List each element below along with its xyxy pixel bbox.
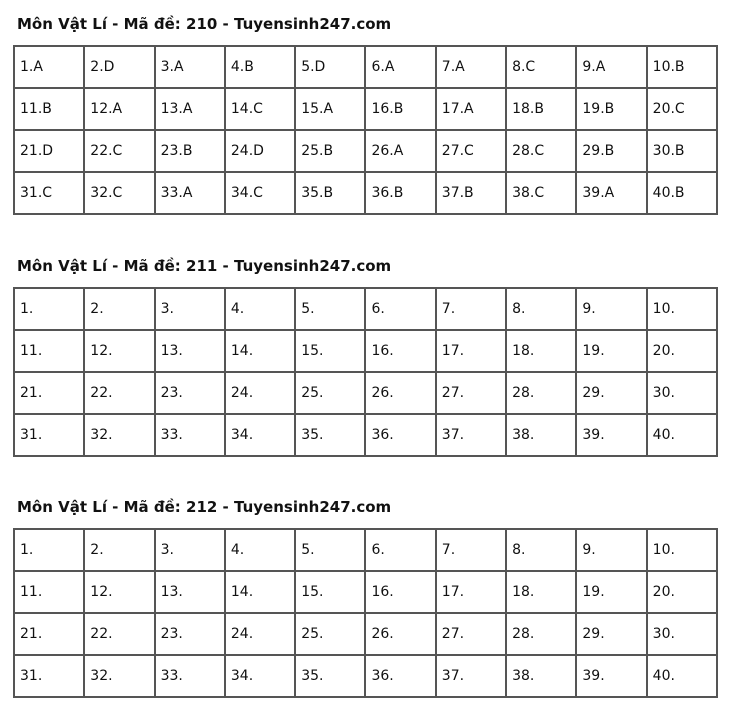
answer-cell: 11. [14, 571, 84, 613]
answer-cell: 21. [14, 613, 84, 655]
table-row [14, 571, 717, 613]
answer-cell: 7.A [436, 46, 506, 88]
table-row [14, 46, 717, 88]
answer-cell: 31. [14, 414, 84, 456]
answer-cell: 25. [295, 613, 365, 655]
answer-cell: 5. [295, 529, 365, 571]
answer-cell: 21.D [14, 130, 84, 172]
answer-table [13, 287, 718, 457]
answer-cell: 31.C [14, 172, 84, 214]
answer-cell: 15.A [295, 88, 365, 130]
answer-cell: 17. [436, 571, 506, 613]
section-title: Môn Vật Lí - Mã đề: 212 - Tuyensinh247.com [17, 498, 392, 516]
answer-cell: 39. [576, 655, 646, 697]
answer-cell: 16. [365, 571, 435, 613]
answer-cell: 1. [14, 529, 84, 571]
answer-cell: 24.D [225, 130, 295, 172]
answer-cell: 36. [365, 655, 435, 697]
answer-cell: 20.C [647, 88, 717, 130]
answer-table [13, 528, 718, 698]
answer-cell: 32. [84, 655, 154, 697]
table-row [14, 288, 717, 330]
answer-cell: 26. [365, 613, 435, 655]
table-row [14, 414, 717, 456]
answer-cell: 32. [84, 414, 154, 456]
answer-cell: 11. [14, 330, 84, 372]
answer-cell: 13.A [155, 88, 225, 130]
answer-cell: 8. [506, 529, 576, 571]
answer-cell: 9.A [576, 46, 646, 88]
answer-cell: 10. [647, 529, 717, 571]
answer-cell: 4.B [225, 46, 295, 88]
answer-cell: 18. [506, 330, 576, 372]
answer-cell: 40. [647, 414, 717, 456]
section-title: Môn Vật Lí - Mã đề: 210 - Tuyensinh247.com [17, 15, 392, 33]
answer-cell: 20. [647, 330, 717, 372]
answer-cell: 9. [576, 288, 646, 330]
answer-cell: 15. [295, 330, 365, 372]
table-row [14, 655, 717, 697]
answer-cell: 24. [225, 372, 295, 414]
answer-cell: 3.A [155, 46, 225, 88]
answer-cell: 13. [155, 571, 225, 613]
answer-cell: 38.C [506, 172, 576, 214]
answer-cell: 38. [506, 414, 576, 456]
answer-cell: 37. [436, 655, 506, 697]
answer-cell: 28.C [506, 130, 576, 172]
answer-cell: 22. [84, 372, 154, 414]
answer-cell: 11.B [14, 88, 84, 130]
answer-cell: 22.C [84, 130, 154, 172]
answer-cell: 13. [155, 330, 225, 372]
answer-cell: 33. [155, 414, 225, 456]
answer-cell: 28. [506, 372, 576, 414]
answer-cell: 12. [84, 330, 154, 372]
answer-cell: 6. [365, 288, 435, 330]
answer-cell: 40.B [647, 172, 717, 214]
table-row [14, 372, 717, 414]
answer-cell: 5.D [295, 46, 365, 88]
answer-cell: 15. [295, 571, 365, 613]
answer-cell: 33.A [155, 172, 225, 214]
answer-cell: 8. [506, 288, 576, 330]
answer-cell: 27. [436, 372, 506, 414]
answer-cell: 9. [576, 529, 646, 571]
table-row [14, 88, 717, 130]
answer-cell: 2.D [84, 46, 154, 88]
answer-cell: 34. [225, 414, 295, 456]
answer-cell: 14.C [225, 88, 295, 130]
answer-cell: 23.B [155, 130, 225, 172]
answer-cell: 39. [576, 414, 646, 456]
answer-cell: 39.A [576, 172, 646, 214]
answer-cell: 10. [647, 288, 717, 330]
answer-cell: 32.C [84, 172, 154, 214]
table-row [14, 130, 717, 172]
answer-cell: 19. [576, 571, 646, 613]
answer-cell: 35. [295, 414, 365, 456]
answer-cell: 36.B [365, 172, 435, 214]
answer-cell: 14. [225, 571, 295, 613]
answer-cell: 24. [225, 613, 295, 655]
answer-cell: 3. [155, 288, 225, 330]
answer-cell: 1. [14, 288, 84, 330]
answer-cell: 31. [14, 655, 84, 697]
answer-cell: 4. [225, 529, 295, 571]
answer-cell: 28. [506, 613, 576, 655]
answer-cell: 37.B [436, 172, 506, 214]
answer-cell: 8.C [506, 46, 576, 88]
answer-cell: 2. [84, 288, 154, 330]
answer-cell: 23. [155, 613, 225, 655]
answer-cell: 10.B [647, 46, 717, 88]
answer-cell: 21. [14, 372, 84, 414]
answer-cell: 12. [84, 571, 154, 613]
answer-cell: 3. [155, 529, 225, 571]
answer-cell: 36. [365, 414, 435, 456]
answer-cell: 29.B [576, 130, 646, 172]
answer-cell: 17. [436, 330, 506, 372]
answer-cell: 40. [647, 655, 717, 697]
answer-cell: 19.B [576, 88, 646, 130]
answer-cell: 2. [84, 529, 154, 571]
answer-cell: 17.A [436, 88, 506, 130]
answer-cell: 18. [506, 571, 576, 613]
answer-cell: 26. [365, 372, 435, 414]
answer-cell: 6. [365, 529, 435, 571]
section-title: Môn Vật Lí - Mã đề: 211 - Tuyensinh247.com [17, 257, 392, 275]
answer-cell: 33. [155, 655, 225, 697]
answer-cell: 7. [436, 529, 506, 571]
table-row [14, 613, 717, 655]
answer-cell: 34.C [225, 172, 295, 214]
answer-cell: 25.B [295, 130, 365, 172]
answer-cell: 19. [576, 330, 646, 372]
answer-cell: 4. [225, 288, 295, 330]
answer-cell: 27.C [436, 130, 506, 172]
answer-cell: 35. [295, 655, 365, 697]
answer-cell: 16. [365, 330, 435, 372]
answer-table [13, 45, 718, 215]
answer-cell: 12.A [84, 88, 154, 130]
answer-cell: 7. [436, 288, 506, 330]
answer-cell: 37. [436, 414, 506, 456]
answer-cell: 14. [225, 330, 295, 372]
answer-cell: 1.A [14, 46, 84, 88]
answer-cell: 29. [576, 613, 646, 655]
answer-cell: 23. [155, 372, 225, 414]
answer-cell: 20. [647, 571, 717, 613]
answer-cell: 6.A [365, 46, 435, 88]
table-row [14, 330, 717, 372]
answer-cell: 34. [225, 655, 295, 697]
answer-cell: 30. [647, 372, 717, 414]
answer-cell: 29. [576, 372, 646, 414]
table-row [14, 529, 717, 571]
answer-cell: 30.B [647, 130, 717, 172]
answer-cell: 38. [506, 655, 576, 697]
answer-cell: 22. [84, 613, 154, 655]
answer-cell: 30. [647, 613, 717, 655]
answer-cell: 27. [436, 613, 506, 655]
answer-cell: 16.B [365, 88, 435, 130]
answer-cell: 5. [295, 288, 365, 330]
answer-cell: 35.B [295, 172, 365, 214]
table-row [14, 172, 717, 214]
answer-cell: 26.A [365, 130, 435, 172]
answer-cell: 25. [295, 372, 365, 414]
answer-cell: 18.B [506, 88, 576, 130]
